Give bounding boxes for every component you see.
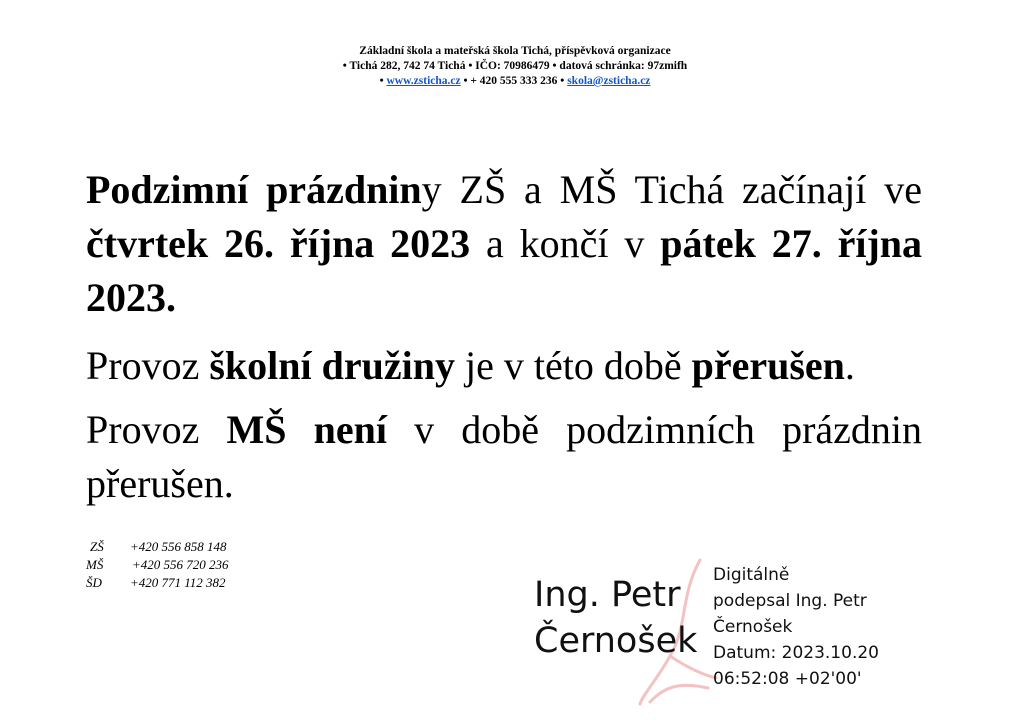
school-name: Základní škola a mateřská škola Tichá, příspěvková organizace (359, 45, 671, 57)
contact-phone: +420 556 720 236 (132, 557, 229, 572)
contact-row (86, 574, 229, 592)
website-link[interactable]: www.zsticha.cz (386, 75, 461, 87)
signer-name-line1: Ing. Petr (534, 575, 681, 615)
afterschool-text: Provoz (86, 343, 210, 388)
signature-detail-line: Digitálně (713, 565, 790, 585)
end-date: pátek 27. října 2023. (86, 221, 923, 320)
school-contacts (200, 74, 830, 89)
kindergarten-status: MŠ není (226, 407, 387, 452)
contact-label: MŠ (86, 557, 104, 572)
contact-row (86, 556, 229, 574)
letterhead (200, 44, 830, 89)
signature-detail-line: Černošek (713, 617, 793, 637)
holiday-text-2: a končí v (470, 221, 661, 266)
signature-time: 06:52:08 +02'00' (713, 669, 862, 689)
signature-detail-line: podepsal Ing. Petr (713, 591, 867, 611)
contact-label: ZŠ (90, 539, 104, 554)
holiday-paragraph (86, 163, 922, 325)
kindergarten-text: Provoz (86, 407, 227, 452)
contact-label: ŠD (86, 575, 102, 590)
school-phone: • + 420 555 333 236 • (463, 75, 565, 87)
afterschool-text-2: je v této době (454, 343, 692, 388)
contact-row (86, 538, 229, 556)
signature-date: Datum: 2023.10.20 (713, 643, 879, 663)
email-link[interactable]: skola@zsticha.cz (567, 75, 651, 87)
signer-name (534, 572, 697, 664)
kindergarten-text-2: v době podzimních prázdnin přerušen. (86, 407, 923, 506)
afterschool-name: školní družiny (209, 343, 455, 388)
start-date: čtvrtek 26. října 2023 (86, 221, 471, 266)
contact-phone: +420 556 858 148 (130, 539, 227, 554)
bullet: • (379, 75, 384, 87)
afterschool-paragraph (86, 339, 922, 393)
signer-name-line2: Černošek (534, 621, 698, 661)
afterschool-status: přerušen (691, 343, 845, 388)
afterschool-period: . (844, 343, 855, 388)
holiday-text: y ZŠ a MŠ Tichá začínají ve (421, 167, 922, 212)
contact-phones (86, 538, 229, 592)
holiday-title: Podzimní prázdnin (86, 167, 422, 212)
signature-details (713, 562, 879, 692)
school-address: • Tichá 282, 742 74 Tichá • IČO: 70986479 • datová schránka: 97zmifh (342, 60, 688, 72)
contact-phone: +420 771 112 382 (130, 575, 226, 590)
kindergarten-paragraph (86, 403, 922, 511)
